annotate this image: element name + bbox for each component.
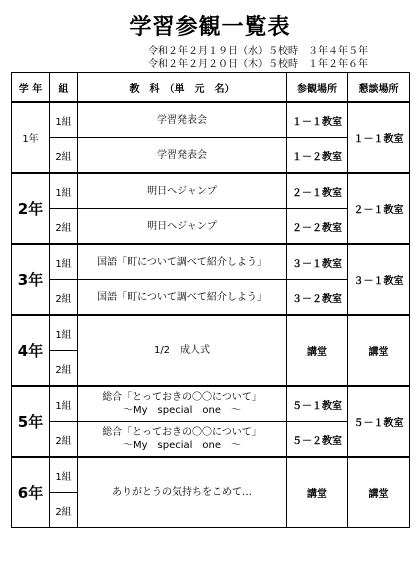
class-cell: 1組 [50, 315, 78, 351]
visit-room-cell: ５－２教室 [287, 422, 348, 458]
visit-room-cell: ３－１教室 [287, 244, 348, 280]
visit-room-cell: ３－２教室 [287, 280, 348, 316]
table-header-row [12, 73, 410, 103]
subject-line: 総合「とっておきの〇〇について」 [102, 392, 262, 403]
class-cell: 1組 [50, 457, 78, 493]
table-row [12, 386, 410, 422]
class-cell: 1組 [50, 244, 78, 280]
grade-cell: 4年 [12, 315, 50, 386]
grade-cell: 6年 [12, 457, 50, 528]
schedule-line-2: 令和２年２月２０日（木）５校時 １年２年６年 [148, 59, 368, 70]
class-cell: 2組 [50, 138, 78, 174]
class-cell: 2組 [50, 209, 78, 245]
table-row [12, 244, 410, 280]
class-cell: 2組 [50, 493, 78, 528]
subject-cell [78, 386, 287, 422]
class-cell: 1組 [50, 173, 78, 209]
visit-schedule-table [11, 72, 410, 528]
visit-room-cell: １－１教室 [287, 102, 348, 138]
subject-subtitle: ～My special one ～ [122, 405, 242, 416]
class-cell: 2組 [50, 280, 78, 316]
visit-room-cell: 講堂 [287, 457, 348, 528]
class-cell: 2組 [50, 422, 78, 458]
subject-cell: 国語「町について調べて紹介しよう」 [78, 280, 287, 316]
class-cell: 1組 [50, 102, 78, 138]
visit-room-cell: ５－１教室 [287, 386, 348, 422]
grade-cell: 3年 [12, 244, 50, 315]
subject-cell: 1/2 成人式 [78, 315, 287, 386]
visit-room-cell: ２－２教室 [287, 209, 348, 245]
grade-cell: 5年 [12, 386, 50, 457]
subject-subtitle: ～My special one ～ [122, 440, 242, 451]
visit-room-cell: 講堂 [287, 315, 348, 386]
class-cell: 1組 [50, 386, 78, 422]
subject-cell [78, 422, 287, 458]
meeting-room-cell: １－１教室 [348, 102, 410, 173]
page-title: 学習参観一覧表 [129, 15, 291, 40]
table-row [12, 457, 410, 493]
schedule-line-1: 令和２年２月１９日（水）５校時 ３年４年５年 [148, 46, 368, 57]
class-cell: 2組 [50, 351, 78, 387]
table-row [12, 173, 410, 209]
meeting-room-cell: 講堂 [348, 457, 410, 528]
subject-cell: 国語「町について調べて紹介しよう」 [78, 244, 287, 280]
visit-room-cell: １－２教室 [287, 138, 348, 174]
subject-cell: ありがとうの気持ちをこめて… [78, 457, 287, 528]
subject-cell: 明日へジャンプ [78, 209, 287, 245]
meeting-room-cell: 講堂 [348, 315, 410, 386]
header-subject: 教 科 （単 元 名） [78, 73, 287, 103]
meeting-room-cell: ５－１教室 [348, 386, 410, 457]
subject-cell: 学習発表会 [78, 138, 287, 174]
table-row [12, 315, 410, 351]
header-visit-room: 参観場所 [287, 73, 348, 103]
table-row [12, 102, 410, 138]
grade-cell: 2年 [12, 173, 50, 244]
subject-cell: 明日へジャンプ [78, 173, 287, 209]
meeting-room-cell: ２－１教室 [348, 173, 410, 244]
subject-cell: 学習発表会 [78, 102, 287, 138]
header-grade: 学 年 [12, 73, 50, 103]
visit-room-cell: ２－１教室 [287, 173, 348, 209]
grade-cell: 1年 [12, 102, 50, 173]
subject-line: 総合「とっておきの〇〇について」 [102, 427, 262, 438]
header-meeting-room: 懇談場所 [348, 73, 410, 103]
meeting-room-cell: ３－１教室 [348, 244, 410, 315]
header-class: 組 [50, 73, 78, 103]
